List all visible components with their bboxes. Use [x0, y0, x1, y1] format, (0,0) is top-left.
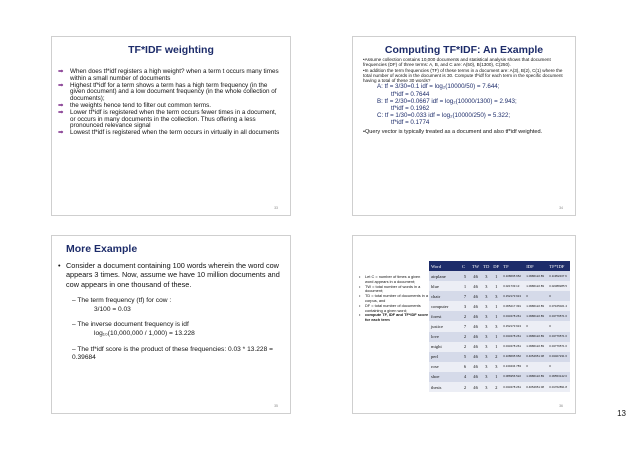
- list-item: – The inverse document frequency is idf: [72, 321, 189, 329]
- table-cell: 3: [481, 352, 491, 362]
- list-item: ➡ the weights hence tend to filter out common terms.: [58, 101, 212, 109]
- table-cell: 1.0986122 89: [524, 342, 547, 352]
- table-cell: 46: [470, 382, 481, 392]
- list-item: • TD = total number of documents in a corpus, and: [359, 293, 429, 303]
- table-cell: 0.02388285 5: [547, 281, 570, 291]
- slide-body: [363, 57, 567, 135]
- list-item: ➡ Highest tf*idf for a term shows a term has a high term frequency (in the given document) and a low document frequency (in the whole collection of documents);: [58, 81, 277, 103]
- list-item: – The term frequency (tf) for cow :: [72, 297, 172, 305]
- table-cell: 0.152173 913: [501, 291, 524, 301]
- table-cell: 1.0986122 89: [524, 372, 547, 382]
- table-cell: computer: [429, 301, 460, 311]
- arrow-bullet-icon: ➡: [58, 129, 64, 137]
- list-item: • compute TF, IDF and TF*IDF score for each term: [359, 312, 429, 323]
- slide-computing-example: [352, 36, 576, 216]
- table-cell: 1: [460, 281, 470, 291]
- paragraph: •Assume collection contains 10,000 documents and statistical analysis shows that document frequencies (DF) of three terms: A, B, and C are: A(50), B(1300), C(250).: [363, 57, 551, 68]
- table-cell: 46: [470, 301, 481, 311]
- table-cell: 3: [481, 311, 491, 321]
- table-cell: 2: [491, 382, 501, 392]
- equation-b-result: tf*idf = 0.1962: [391, 104, 430, 112]
- table-cell: airplane: [429, 271, 460, 281]
- equation-c: C: tf = 1/30=0.033 idf = log₂(10000/250) = 5.322;: [377, 111, 511, 119]
- table-cell: 0.108695 652: [501, 352, 524, 362]
- formula: log₁₀(10,000,000 / 1,000) = 13.228: [94, 330, 195, 337]
- equation-b: B: tf = 2/30=0.0667 idf = log₂(10000/1300) = 2.943;: [377, 97, 517, 105]
- arrow-bullet-icon: ➡: [58, 81, 64, 89]
- column-header: TW: [470, 261, 481, 271]
- table-cell: shoe: [429, 372, 460, 382]
- table-cell: 5: [460, 271, 470, 281]
- table-cell: 0.065217 391: [501, 301, 524, 311]
- list-item: ➡ Lowest tf*idf is registered when the term occurs in virtually in all documents: [58, 129, 280, 137]
- column-header: DF: [491, 261, 501, 271]
- bullet-dot-icon: •: [359, 293, 361, 299]
- table-cell: 46: [470, 372, 481, 382]
- table-row: [429, 271, 570, 281]
- table-cell: 3: [481, 271, 491, 281]
- table-row: [429, 362, 570, 372]
- table-cell: justice: [429, 321, 460, 331]
- table-cell: 0.108695 652: [501, 271, 524, 281]
- table-cell: 5: [460, 352, 470, 362]
- paragraph: •In addition the term frequencies (TF) of these terms in a document are: A(3), B(2), C(1) where the total number of words in the document is 30. Compute tf*idf for each term in the specific document having a total of these 30 words?: [363, 67, 563, 84]
- table-row: [429, 311, 570, 321]
- page-number: 13: [617, 409, 626, 418]
- table-cell: 0: [547, 291, 570, 301]
- table-cell: 1: [491, 311, 501, 321]
- table-cell: 0.04407231 6: [547, 352, 570, 362]
- table-cell: 7: [460, 291, 470, 301]
- table-row: [429, 291, 570, 301]
- table-row: [429, 352, 570, 362]
- slide-number: 36: [559, 404, 563, 408]
- table-cell: 0.04776571 0: [547, 332, 570, 342]
- table-cell: 46: [470, 291, 481, 301]
- table-cell: 46: [470, 271, 481, 281]
- table-cell: 46: [470, 332, 481, 342]
- column-header: TF: [501, 261, 524, 271]
- table-cell: 0.043478 261: [501, 382, 524, 392]
- table-cell: 1.0986122 89: [524, 311, 547, 321]
- table-cell: 0.04776571 0: [547, 311, 570, 321]
- table-cell: 1.0986122 89: [524, 271, 547, 281]
- equation-a: A: tf = 3/30=0.1 idf = log₂(10000/50) = 7.644;: [377, 83, 500, 91]
- bullet-dot-icon: •: [359, 302, 361, 308]
- table-cell: 3: [481, 342, 491, 352]
- table-cell: chair: [429, 291, 460, 301]
- table-cell: 1: [491, 301, 501, 311]
- table-cell: 1.0986122 89: [524, 281, 547, 291]
- table-cell: 0.07165021 4: [547, 301, 570, 311]
- column-header: TD: [481, 261, 491, 271]
- list-item: • Consider a document containing 100 words wherein the word cow appears 3 times. Now, assume we have 10 million documents and cow appears in one thousand of these.: [58, 261, 280, 289]
- table-cell: 0: [547, 321, 570, 331]
- table-cell: 2: [460, 311, 470, 321]
- table-cell: 46: [470, 342, 481, 352]
- slide-title: TF*IDF weighting: [128, 44, 214, 56]
- table-cell: 1: [491, 372, 501, 382]
- tfidf-table: [429, 261, 570, 392]
- table-cell: 0.04776571 0: [547, 342, 570, 352]
- arrow-bullet-icon: ➡: [58, 108, 64, 116]
- equation-c-result: tf*idf = 0.1774: [391, 118, 430, 126]
- table-cell: 3: [481, 332, 491, 342]
- slide-more-example: [51, 235, 291, 414]
- slide-tfidf-weighting: [51, 36, 291, 216]
- list-item: • TW = total number of words in a document;: [359, 283, 421, 294]
- table-row: [429, 301, 570, 311]
- table-cell: 3: [481, 281, 491, 291]
- slide-body: [58, 261, 282, 363]
- table-cell: 3: [481, 291, 491, 301]
- table-cell: 0: [524, 321, 547, 331]
- arrow-bullet-icon: ➡: [58, 101, 64, 109]
- table-cell: 3: [481, 301, 491, 311]
- table-cell: blue: [429, 281, 460, 291]
- table-cell: 0.043478 261: [501, 332, 524, 342]
- table-cell: 1: [491, 342, 501, 352]
- table-cell: 0: [524, 362, 547, 372]
- table-cell: 3: [491, 291, 501, 301]
- table-cell: 0.086956 522: [501, 372, 524, 382]
- slide-number: 34: [559, 206, 563, 210]
- table-cell: perl: [429, 352, 460, 362]
- table-cell: 0.152173 913: [501, 321, 524, 331]
- table-cell: 1: [491, 281, 501, 291]
- table-cell: 2: [460, 342, 470, 352]
- table-cell: rose: [429, 362, 460, 372]
- table-cell: 0.021739 13: [501, 281, 524, 291]
- notes-list: [359, 275, 429, 323]
- list-item: ➡ When does tf*idf registers a high weight? when a term t occurs many times within a small number of documents: [58, 68, 279, 82]
- list-item: • Let C = number of times a given word appears in a document;: [359, 274, 421, 284]
- table-cell: 3: [481, 382, 491, 392]
- list-item: ➡ Lower tf*idf is registered when the term occurs fewer times in a document, or occurs in many documents in the collection. Thus offering a less pronounced relevance signal: [58, 108, 277, 130]
- table-row: [429, 281, 570, 291]
- table-cell: 0.4054651 08: [524, 352, 547, 362]
- table-row: [429, 342, 570, 352]
- bullet-dot-icon: •: [359, 274, 361, 279]
- table-cell: 0: [524, 291, 547, 301]
- table-cell: forest: [429, 311, 460, 321]
- paragraph: •Query vector is typically treated as a document and also tf*idf weighted.: [363, 129, 543, 136]
- bullet-list: [58, 69, 280, 137]
- table-row: [429, 332, 570, 342]
- table-cell: 3: [491, 362, 501, 372]
- table-cell: might: [429, 342, 460, 352]
- table-cell: 3: [491, 321, 501, 331]
- table-cell: 4: [460, 372, 470, 382]
- table-cell: 46: [470, 281, 481, 291]
- table-cell: 0: [547, 362, 570, 372]
- table-cell: 46: [470, 362, 481, 372]
- table-cell: 3: [481, 372, 491, 382]
- table-header-row: [429, 261, 570, 271]
- list-item: – The tf*idf score is the product of these frequencies: 0.03 * 13.228 = 0.39684: [72, 345, 273, 362]
- table-row: [429, 321, 570, 331]
- bullet-dot-icon: •: [359, 312, 361, 318]
- table-cell: 1: [491, 332, 501, 342]
- slide-title: More Example: [66, 243, 138, 255]
- slide-number: 35: [274, 404, 278, 408]
- table-row: [429, 382, 570, 392]
- table-cell: thesis: [429, 382, 460, 392]
- table-cell: 46: [470, 352, 481, 362]
- arrow-bullet-icon: ➡: [58, 68, 64, 75]
- column-header: Word: [429, 261, 460, 271]
- table-cell: love: [429, 332, 460, 342]
- table-row: [429, 372, 570, 382]
- column-header: TF*IDF: [547, 261, 570, 271]
- equation-a-result: tf*idf = 0.7644: [391, 90, 430, 98]
- table-cell: 0.043478 261: [501, 342, 524, 352]
- table-cell: 0.01762891 8: [547, 382, 570, 392]
- table-cell: 0.09553142 0: [547, 372, 570, 382]
- table-cell: 1.0986122 89: [524, 332, 547, 342]
- column-header: C: [460, 261, 470, 271]
- table-cell: 2: [460, 332, 470, 342]
- bullet-dot-icon: •: [359, 283, 361, 289]
- table-cell: 46: [470, 311, 481, 321]
- slide-tfidf-table: [352, 235, 576, 414]
- table-cell: 0.11952437 9: [547, 271, 570, 281]
- table-cell: 3: [481, 362, 491, 372]
- slide-title: Computing TF*IDF: An Example: [384, 44, 544, 56]
- table-cell: 2: [460, 382, 470, 392]
- table-cell: 3: [460, 301, 470, 311]
- table-cell: 46: [470, 321, 481, 331]
- column-header: IDF: [524, 261, 547, 271]
- formula: 3/100 = 0.03: [94, 305, 131, 313]
- table-cell: 0.043478 261: [501, 311, 524, 321]
- table-cell: 0.4054651 08: [524, 382, 547, 392]
- table-cell: 1.0986122 89: [524, 301, 547, 311]
- table-cell: 3: [481, 321, 491, 331]
- table-cell: 1: [491, 271, 501, 281]
- table-cell: 7: [460, 321, 470, 331]
- table-cell: 0.130434 783: [501, 362, 524, 372]
- list-item: • DF = total number of documents containing a given word;: [359, 302, 421, 313]
- bullet-dot-icon: •: [58, 261, 61, 270]
- table-cell: 6: [460, 362, 470, 372]
- table-cell: 2: [491, 352, 501, 362]
- slide-number: 33: [274, 206, 278, 210]
